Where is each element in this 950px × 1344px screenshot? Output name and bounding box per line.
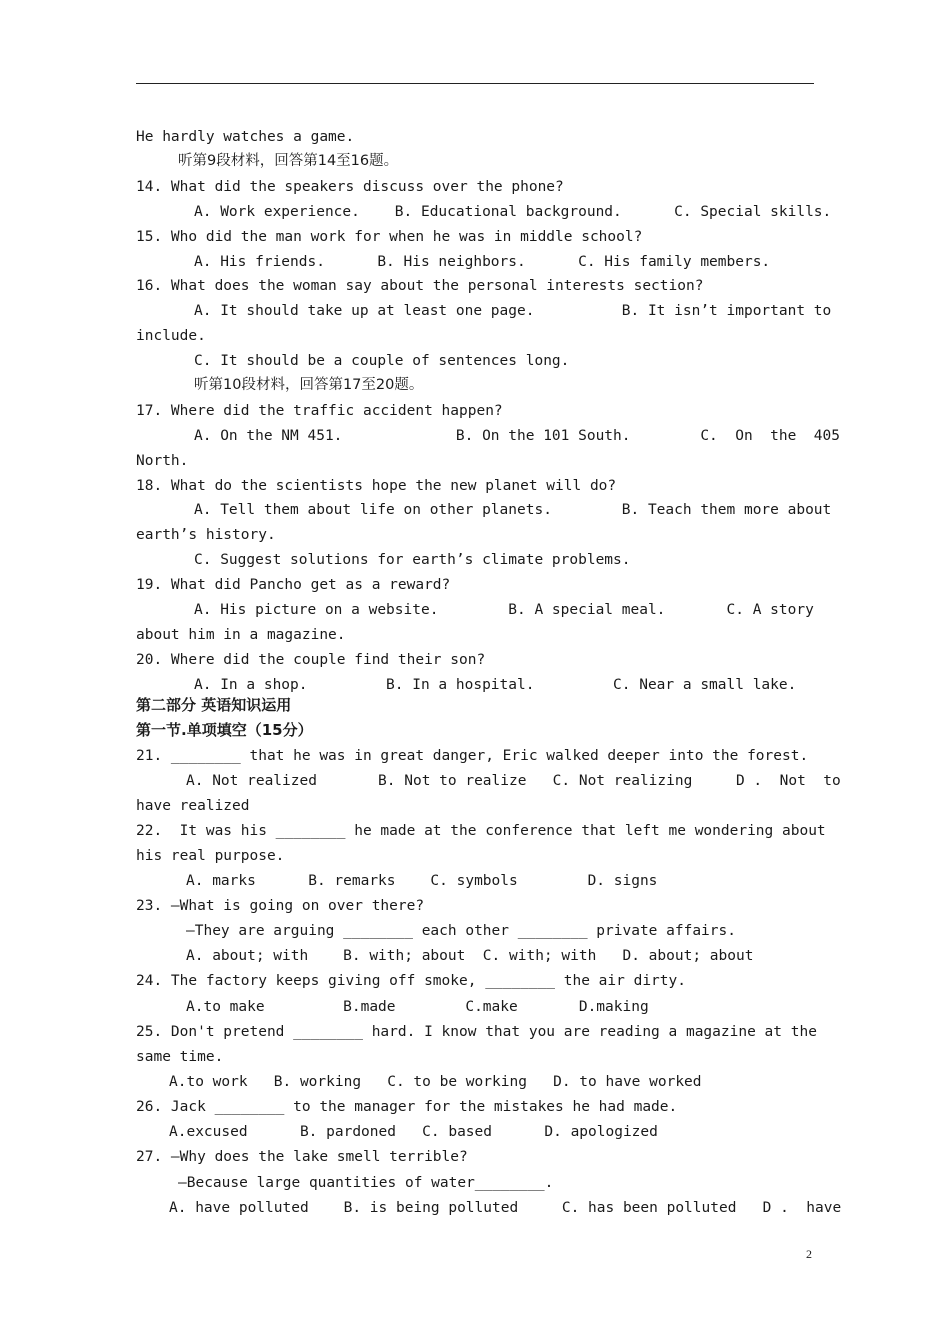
- text-line: 22. It was his ________ he made at the conference that left me wondering about: [136, 823, 826, 839]
- text-line: 19. What did Pancho get as a reward?: [136, 577, 451, 593]
- text-line: A. His picture on a website. B. A special meal. C. A story: [194, 602, 814, 618]
- text-line: A. Work experience. B. Educational background. C. Special skills.: [194, 204, 832, 220]
- text-line: A.to make B.made C.make D.making: [186, 999, 649, 1015]
- text-line: A. It should take up at least one page. B. It isn’t important to: [194, 303, 832, 319]
- text-line: have realized: [136, 798, 250, 814]
- page-number: 2: [806, 1247, 812, 1261]
- text-line: 20. Where did the couple find their son?: [136, 652, 486, 668]
- text-line: C. Suggest solutions for earth’s climate problems.: [194, 552, 631, 568]
- text-line: He hardly watches a game.: [136, 129, 355, 145]
- section-heading: 第一节.单项填空（15分）: [136, 721, 313, 739]
- text-line: 听第10段材料，回答第17至20题。: [194, 377, 424, 393]
- text-line: 16. What does the woman say about the personal interests section?: [136, 278, 704, 294]
- text-line: 23. —What is going on over there?: [136, 898, 425, 914]
- text-line: C. It should be a couple of sentences long.: [194, 353, 570, 369]
- text-line: include.: [136, 328, 206, 344]
- text-line: 21. ________ that he was in great danger, Eric walked deeper into the forest.: [136, 748, 809, 764]
- text-line: his real purpose.: [136, 848, 285, 864]
- text-line: earth’s history.: [136, 527, 276, 543]
- text-line: 14. What did the speakers discuss over the phone?: [136, 179, 564, 195]
- text-line: 25. Don't pretend ________ hard. I know that you are reading a magazine at the: [136, 1024, 817, 1040]
- text-line: same time.: [136, 1049, 224, 1065]
- header-rule: [136, 83, 814, 84]
- text-line: A. In a shop. B. In a hospital. C. Near a small lake.: [194, 677, 797, 693]
- text-line: —Because large quantities of water________.: [178, 1175, 554, 1191]
- text-line: 17. Where did the traffic accident happen?: [136, 403, 503, 419]
- text-line: A. marks B. remarks C. symbols D. signs: [186, 873, 658, 889]
- text-line: about him in a magazine.: [136, 627, 346, 643]
- text-line: 15. Who did the man work for when he was in middle school?: [136, 229, 643, 245]
- text-line: 27. —Why does the lake smell terrible?: [136, 1149, 468, 1165]
- text-line: 18. What do the scientists hope the new planet will do?: [136, 478, 617, 494]
- text-line: A. Tell them about life on other planets. B. Teach them more about: [194, 502, 832, 518]
- text-line: A. have polluted B. is being polluted C. has been polluted D . have: [169, 1200, 842, 1216]
- text-line: 听第9段材料，回答第14至16题。: [178, 153, 399, 169]
- section-heading: 第二部分 英语知识运用: [136, 696, 292, 714]
- text-line: A. His friends. B. His neighbors. C. His family members.: [194, 254, 771, 270]
- text-line: A. Not realized B. Not to realize C. Not realizing D . Not to: [186, 773, 841, 789]
- text-line: A. On the NM 451. B. On the 101 South. C. On the 405: [194, 428, 841, 444]
- text-line: 24. The factory keeps giving off smoke, ________ the air dirty.: [136, 973, 686, 989]
- text-line: A.excused B. pardoned C. based D. apologized: [169, 1124, 658, 1140]
- text-line: North.: [136, 453, 189, 469]
- text-line: 26. Jack ________ to the manager for the mistakes he had made.: [136, 1099, 678, 1115]
- text-line: A. about; with B. with; about C. with; with D. about; about: [186, 948, 754, 964]
- text-line: —They are arguing ________ each other ________ private affairs.: [186, 923, 736, 939]
- text-line: A.to work B. working C. to be working D. to have worked: [169, 1074, 702, 1090]
